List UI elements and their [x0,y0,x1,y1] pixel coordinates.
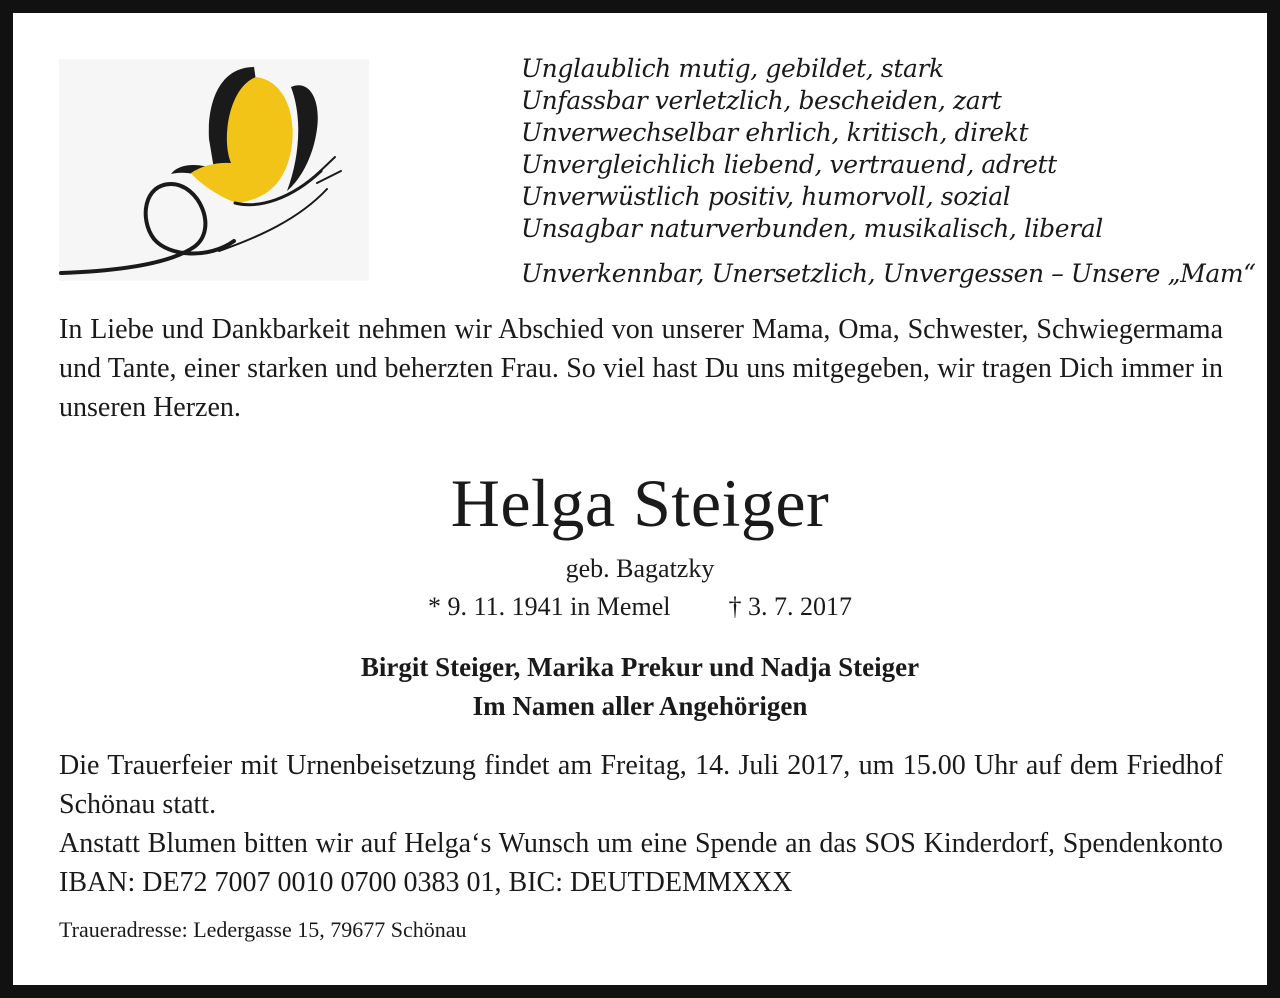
born-name: geb. Bagatzky [565,554,715,583]
death-date: † 3. 7. 2017 [728,592,852,621]
life-dates [13,591,1267,623]
donation-paragraph: Anstatt Blumen bitten wir auf Helga‘s Wunsch um eine Spende an das SOS Kinderdorf, Spendenkonto IBAN: DE72 7007 0010 0700 0383 01, BIC: DEUTDEMMXXX [59,828,1223,898]
service-info [59,746,1223,902]
poem-line: Unsagbar naturverbunden, musikalisch, liberal [521,214,1103,243]
birth-date: * 9. 11. 1941 in Memel [428,592,671,621]
ceremony-paragraph: Die Trauerfeier mit Urnenbeisetzung findet am Freitag, 14. Juli 2017, um 15.00 Uhr auf dem Friedhof Schönau statt. [59,750,1223,820]
deceased-name: Helga Steiger [450,465,830,541]
poem-line: Unverwechselbar ehrlich, kritisch, direkt [521,118,1029,147]
poem-closing-line: Unverkennbar, Unersetzlich, Unvergessen – Unsere „Mam“ [521,259,1256,288]
butterfly-icon [59,59,369,281]
poem-line: Unverwüstlich positiv, humorvoll, sozial [521,182,1011,211]
poem-line: Unglaublich mutig, gebildet, stark [521,54,944,83]
signers-block [13,648,1267,726]
poem-line: Unfassbar verletzlich, bescheiden, zart [521,86,1002,115]
poem-line: Unvergleichlich liebend, vertrauend, adrett [521,150,1057,179]
mourning-address: Traueradresse: Ledergasse 15, 79677 Schönau [59,917,467,942]
signer-names: Birgit Steiger, Marika Prekur und Nadja Steiger [360,652,920,682]
obituary-card [13,13,1267,985]
poem [521,53,1256,290]
on-behalf-line: Im Namen aller Angehörigen [472,691,808,721]
intro-paragraph: In Liebe und Dankbarkeit nehmen wir Abschied von unserer Mama, Oma, Schwester, Schwiegermama und Tante, einer starken und beherzten Frau. So viel hast Du uns mitgegeben, wir tragen Dich immer in unseren Herzen. [59,314,1223,423]
butterfly-logo [59,59,369,281]
